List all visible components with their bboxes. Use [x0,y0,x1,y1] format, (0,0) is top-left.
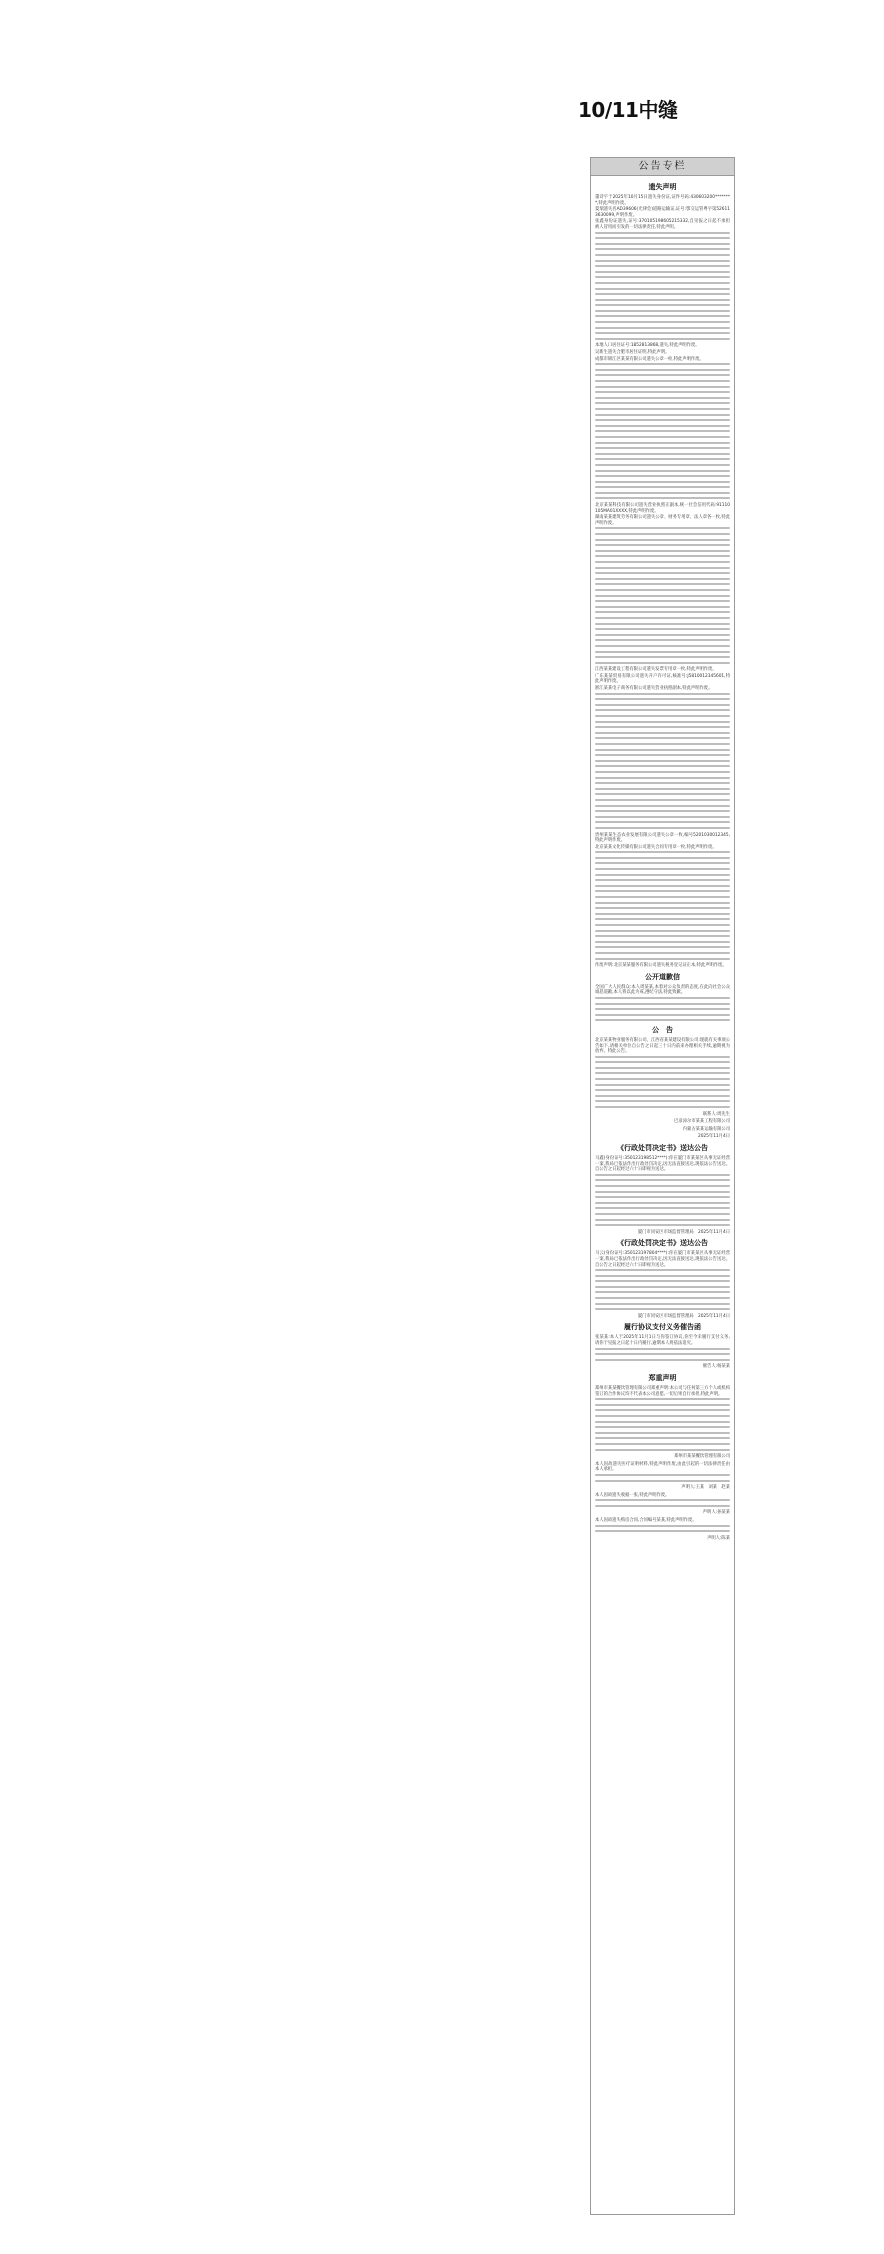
signature: 郑州市某某餐饮管理有限公司 [674,1454,730,1460]
notice: 成都市锦江区某某有限公司遗失公章一枚,特此声明作废。 [595,356,704,362]
notice: 广东某某贸易有限公司遗失开户许可证,核准号:J5810012345601,特此声明作废。 [595,673,730,685]
announcement-column [590,157,735,2215]
text-block [595,1348,730,1361]
notice: 马云(身份证号:350123197804****):你在厦门市某某区从事无证经营一案,我局已依法作出行政处罚决定,因无法直接送达,现依法公告送达。自公告之日起经过六十日即视为送达。 [595,1251,730,1268]
section-title-solemn: 郑重声明 [648,1374,677,1382]
notice: 本地人口居住证号:1852813868,遗失,特此声明作废。 [595,343,700,349]
signature: 声明人:孙某某 [702,1510,730,1516]
text-block [595,1499,730,1507]
notice: 北京某某物业服务有限公司、江西省某某建设有限公司:现就有关事项公告如下,请相关单位自公告之日起三十日内前来办理相关手续,逾期视为放弃。特此公告。 [595,1037,730,1055]
section-title-announcement: 公 告 [652,1025,673,1034]
signature: 声明人:王某 刘某 赵某 [681,1485,730,1491]
section-title-obligation: 履行协议支付义务催告函 [624,1323,701,1332]
notice: 马鑫(身份证号:350123198512****):你在厦门市某某区从事无证经营一案,我局已依法作出行政处罚决定,因无法直接送达,现依法公告送达。自公告之日起经过六十日即视为送达。 [595,1156,730,1173]
notice: 本人因故遗失收据一张,特此声明作废。 [595,1492,670,1498]
notice: 北京某某文化传媒有限公司遗失合同专用章一枚,特此声明作废。 [595,844,717,850]
notice: 吴新生遗失合肥市居住证明,特此声明。 [595,350,670,356]
notice: 贵州某某生态农业发展有限公司遗失公章一枚,编号5201030012345,特此声明作废。 [595,832,730,844]
section-title-penalty: 《行政处罚决定书》送达公告 [617,1144,708,1152]
notice: 张鑫身份证遗失,证号:370105198605215332,自见报之日起不承担被人冒用而引发的一切法律责任,特此声明。 [595,219,730,230]
signature: 催告人:杨某某 [702,1364,730,1370]
notice: 作废声明:北京某某服务有限公司遗失税务登记证正本,特此声明作废。 [595,963,727,969]
section-title-lost: 遗失声明 [648,183,677,191]
signature: 厦门市同安区市场监督管理局 2025年11月4日 [637,1229,730,1235]
column-content [591,176,734,1545]
notice: 张某某:本人于2025年11月1日与你签订协议,你至今未履行支付义务,请你于见报之日起十日内履行,逾期本人将依法追究。 [595,1335,730,1347]
text-block [595,1474,730,1482]
text-block [595,1174,730,1226]
notice: 董诗宇于2025年10月15日遗失身份证,证件号码:430603200********,特此声明作废。 [595,195,730,206]
notice: 北京某某科技有限公司遗失营业执照正副本,统一社会信用代码:91110105MA01XXXX,特此声明作废。 [595,503,730,514]
notice: 本人因故遗失购房合同,合同编号某某,特此声明作废。 [595,1518,697,1524]
notice: 湖南某某建筑劳务有限公司遗失公章、财务专用章、法人章各一枚,特此声明作废。 [595,515,730,526]
notice: 江西某某建设工程有限公司遗失发票专用章一枚,特此声明作废。 [595,667,717,673]
notice: 本人因故遗失医疗证明材料,特此声明作废,由此引起的一切法律责任由本人承担。 [595,1461,730,1473]
signature: 声明人:陈某 [707,1535,730,1541]
signature: 2025年11月4日 [697,1134,730,1140]
text-block [595,997,730,1021]
notice: 夏瑞遗失名AD39606(光律会)道路运输证,证号:鄂交运管粤字第526113630099,声明作废。 [595,207,730,218]
page-title: 10/11中缝 [578,98,678,122]
text-block [595,527,730,663]
text-block [595,232,730,340]
text-block [595,1269,730,1310]
section-title-apology: 公开道歉信 [645,972,680,981]
text-block [595,851,730,959]
text-block [595,1056,730,1108]
column-header: 公告专栏 [591,158,734,176]
section-title-penalty: 《行政处罚决定书》送达公告 [617,1239,708,1248]
text-block [595,363,730,499]
signature: 巴彦淖尔市某某工程有限公司 [674,1119,730,1125]
text-block [595,693,730,829]
text-block [595,1398,730,1450]
notice: 浙江某某电子商务有限公司遗失营业执照副本,特此声明作废。 [595,686,713,692]
signature: 厦门市同安区市场监督管理局 2025年11月4日 [637,1313,730,1319]
text-block [595,1525,730,1533]
notice: 郑州市某某餐饮管理有限公司郑重声明:本公司与任何第三方个人或机构签订的合作协议均不代表本公司意愿,一切后果自行承担,特此声明。 [595,1386,730,1397]
signature: 内蒙古某某运输有限公司 [682,1126,730,1132]
notice: 全国广大人民群众:本人周某某,本着对公众负责的态度,在此向社会公众诚恳道歉,本人将以此为戒,遵纪守法,特此致歉。 [595,984,730,996]
signature: 联系人:周先生 [702,1111,730,1117]
